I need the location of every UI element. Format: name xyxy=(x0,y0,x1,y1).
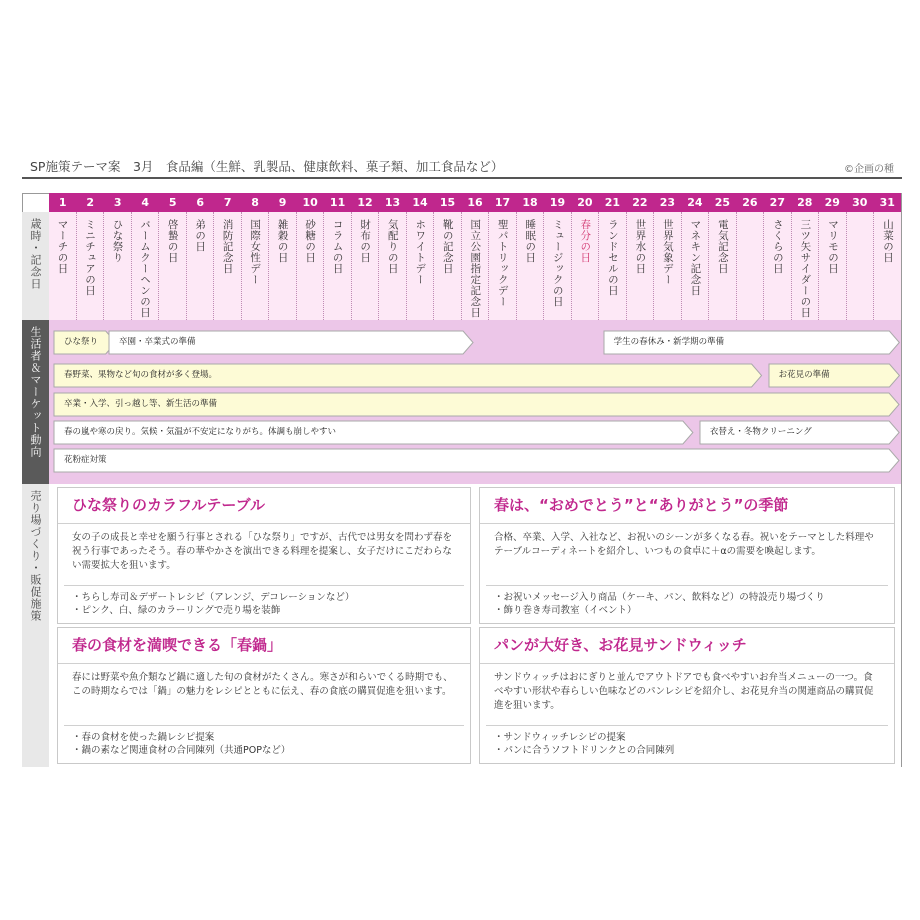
event-column xyxy=(269,212,297,320)
promo-card-item: ・ちらし寿司＆デザートレシピ（アレンジ、デコレーションなど） xyxy=(72,592,355,603)
promo-card-body: 女の子の成長と幸せを願う行事とされる「ひな祭り」ですが、古代では男女を問わず春を祝う行事であったそう。春の華やかさを演出できる料理を提案し、女子だけにこだわらない需要拡大を狙います。 xyxy=(72,532,453,571)
event-label: 消防記念日 xyxy=(221,219,234,274)
event-label: 気配りの日 xyxy=(386,219,399,274)
promo-card-body: 合格、卒業、入学、入社など、お祝いのシーンが多くなる春。祝いをテーマとした料理やテーブルコーディネートを紹介し、いつもの食卓に＋αの需要を喚起します。 xyxy=(494,532,874,557)
event-label: マリモの日 xyxy=(826,219,839,274)
event-column xyxy=(159,212,187,320)
event-column xyxy=(49,212,77,320)
day-number: 20 xyxy=(577,196,593,209)
trend-label: 春野菜、果物など旬の食材が多く登場。 xyxy=(64,370,218,380)
event-label: 世界水の日 xyxy=(634,219,647,274)
day-number: 16 xyxy=(467,196,483,209)
day-number: 22 xyxy=(632,196,648,209)
promo-card-title: 春の食材を満喫できる「春鍋」 xyxy=(58,628,470,664)
promo-card-body: サンドウィッチはおにぎりと並んでアウトドアでも食べやすいお弁当メニューの一つ。食べやすい形状や春らしい色味などのパンレシピを紹介し、お花見弁当の関連商品の購買促進を狙います。 xyxy=(494,672,874,711)
day-number: 14 xyxy=(412,196,428,209)
day-number: 7 xyxy=(223,196,232,209)
event-label: ミュージックの日 xyxy=(551,219,564,307)
event-column xyxy=(297,212,325,320)
event-label: 啓蟄の日 xyxy=(166,219,179,263)
trends-area xyxy=(49,320,901,484)
event-column xyxy=(847,212,875,320)
event-column xyxy=(489,212,517,320)
event-column xyxy=(104,212,132,320)
event-column xyxy=(352,212,380,320)
day-number: 21 xyxy=(604,196,621,209)
day-number: 8 xyxy=(251,196,259,209)
event-column xyxy=(627,212,655,320)
event-label: さくらの日 xyxy=(771,219,784,274)
event-column xyxy=(77,212,105,320)
trend-label: 春の嵐や寒の戻り。気候・気温が不安定になりがち。体調も崩しやすい xyxy=(64,427,337,437)
trend-bar xyxy=(700,421,899,444)
promo-section-label: 売り場づくり・販促施策 xyxy=(22,484,49,767)
promo-area xyxy=(49,484,901,767)
promo-card-hinamatsuri xyxy=(57,487,471,624)
day-number: 25 xyxy=(714,196,731,209)
promo-card-list xyxy=(486,725,888,757)
event-column xyxy=(379,212,407,320)
event-label: 財布の日 xyxy=(359,219,372,263)
trend-bar xyxy=(54,449,899,472)
day-number: 26 xyxy=(742,196,758,209)
day-number: 30 xyxy=(852,196,868,209)
event-label: ミニチュアの日 xyxy=(84,219,97,296)
event-column xyxy=(709,212,737,320)
trend-bar xyxy=(54,364,762,387)
document-title: SP施策テーマ案 3月 食品編（生鮮、乳製品、健康飲料、菓子類、加工食品など） xyxy=(30,159,504,174)
promo-card-item: ・サンドウィッチレシピの提案 xyxy=(494,732,626,743)
promo-card-item: ・鍋の素など関連食材の合同陳列（共通POPなど） xyxy=(72,745,291,756)
day-number: 5 xyxy=(168,196,177,209)
promo-card-title: 春は、“おめでとう”と“ありがとう”の季節 xyxy=(480,488,894,524)
event-column xyxy=(599,212,627,320)
promo-card-list xyxy=(486,585,888,617)
day-number: 18 xyxy=(522,196,538,209)
event-column xyxy=(874,212,901,320)
event-label: バームクーヘンの日 xyxy=(139,219,152,318)
day-number: 29 xyxy=(824,196,840,209)
event-column xyxy=(737,212,765,320)
event-label: 聖パトリックデー xyxy=(496,219,509,307)
event-label: 睡眠の日 xyxy=(524,219,537,263)
day-number: 3 xyxy=(113,196,122,209)
events-row xyxy=(49,212,901,320)
title-divider xyxy=(22,177,902,179)
event-column xyxy=(324,212,352,320)
trend-label: お花見の準備 xyxy=(778,370,830,380)
event-label: 砂糖の日 xyxy=(304,219,317,263)
day-number: 23 xyxy=(659,196,676,209)
promo-card-item: ・飾り巻き寿司教室（イベント） xyxy=(494,605,637,616)
trend-bar xyxy=(54,331,116,354)
day-number: 6 xyxy=(196,196,204,209)
day-number: 9 xyxy=(278,196,287,209)
trend-arrow-polygon xyxy=(54,449,899,472)
event-column xyxy=(407,212,435,320)
day-number: 4 xyxy=(141,196,150,209)
day-number: 28 xyxy=(797,196,813,209)
promo-card-item: ・ピンク、白、緑のカラーリングで売り場を装飾 xyxy=(72,605,281,616)
event-column xyxy=(654,212,682,320)
event-column xyxy=(544,212,572,320)
promo-card-item: ・パンに合うソフトドリンクとの合同陳列 xyxy=(494,745,675,756)
day-number: 2 xyxy=(86,196,95,209)
day-number: 11 xyxy=(329,196,346,209)
promo-card-item: ・春の食材を使った鍋レシピ提案 xyxy=(72,732,215,743)
trend-label: 卒業・入学、引っ越し等、新生活の準備 xyxy=(64,399,218,409)
promo-card-list xyxy=(64,725,464,757)
event-label: 国立公園指定記念日 xyxy=(469,219,482,318)
event-label: 弟の日 xyxy=(194,219,207,252)
day-number: 31 xyxy=(879,196,895,209)
trend-bar xyxy=(604,331,899,354)
event-column xyxy=(434,212,462,320)
trend-arrow-shape xyxy=(54,449,899,472)
promo-card-spring-nabe xyxy=(57,627,471,764)
event-column xyxy=(187,212,215,320)
day-number: 19 xyxy=(549,196,566,209)
event-column xyxy=(764,212,792,320)
event-label: 靴の記念日 xyxy=(441,219,454,274)
day-number: 17 xyxy=(494,196,511,209)
event-label: マネキン記念日 xyxy=(689,219,702,296)
trend-bar xyxy=(109,331,473,354)
trend-label: ひな祭り xyxy=(64,337,99,347)
event-label: 国際女性デー xyxy=(249,219,262,285)
trend-label: 学生の春休み・新学期の準備 xyxy=(613,337,725,347)
event-column xyxy=(517,212,545,320)
trend-label: 花粉症対策 xyxy=(64,455,107,465)
event-label: ランドセルの日 xyxy=(606,219,619,296)
promo-card-list xyxy=(64,585,464,617)
event-column xyxy=(682,212,710,320)
event-label: マーチの日 xyxy=(56,219,69,274)
event-column xyxy=(242,212,270,320)
promo-card-title: ひな祭りのカラフルテーブル xyxy=(58,488,470,524)
trend-bar xyxy=(54,421,693,444)
day-number: 13 xyxy=(384,196,401,209)
event-label: 雑穀の日 xyxy=(276,219,289,263)
trend-bar xyxy=(54,393,899,416)
day-number: 15 xyxy=(439,196,456,209)
day-header-row xyxy=(49,193,901,212)
event-column xyxy=(462,212,490,320)
trend-label: 衣替え・冬物クリーニング xyxy=(709,427,812,437)
event-column xyxy=(792,212,820,320)
event-label: コラムの日 xyxy=(331,219,344,274)
day-number: 27 xyxy=(769,196,785,209)
event-label: 電気記念日 xyxy=(716,219,729,274)
event-label: ホワイトデー xyxy=(414,219,427,285)
day-number: 24 xyxy=(687,196,703,209)
event-label: 山菜の日 xyxy=(881,219,894,263)
promo-card-item: ・お祝いメッセージ入り商品（ケーキ、パン、飲料など）の特設売り場づくり xyxy=(494,592,825,603)
event-column xyxy=(214,212,242,320)
trend-label: 卒園・卒業式の準備 xyxy=(118,337,196,347)
promo-card-title: パンが大好き、お花見サンドウィッチ xyxy=(480,628,894,664)
copyright-label: ©企画の種 xyxy=(844,164,894,175)
day-number: 12 xyxy=(357,196,373,209)
event-column xyxy=(132,212,160,320)
day-number: 10 xyxy=(302,196,318,209)
promo-card-body: 春には野菜や魚介類など鍋に適した旬の食材がたくさん。寒さが和らいでくる時期でも、この時期ならでは「鍋」の魅力をレシピとともに伝え、春の食底の購買促進を狙います。 xyxy=(72,672,453,697)
event-label: 春分の日 xyxy=(579,219,592,263)
promo-card-celebration xyxy=(479,487,895,624)
event-column xyxy=(572,212,600,320)
day-number: 1 xyxy=(58,196,67,209)
event-label: 三ツ矢サイダーの日 xyxy=(799,219,812,318)
promo-card-sandwich xyxy=(479,627,895,764)
event-label: ひな祭り xyxy=(111,219,124,263)
events-section-label: 歳時・記念日 xyxy=(22,212,49,320)
event-column xyxy=(819,212,847,320)
trend-bar xyxy=(769,364,899,387)
event-label: 世界気象デー xyxy=(661,219,674,285)
trends-section-label: 生活者＆マーケット動向 xyxy=(22,320,49,484)
